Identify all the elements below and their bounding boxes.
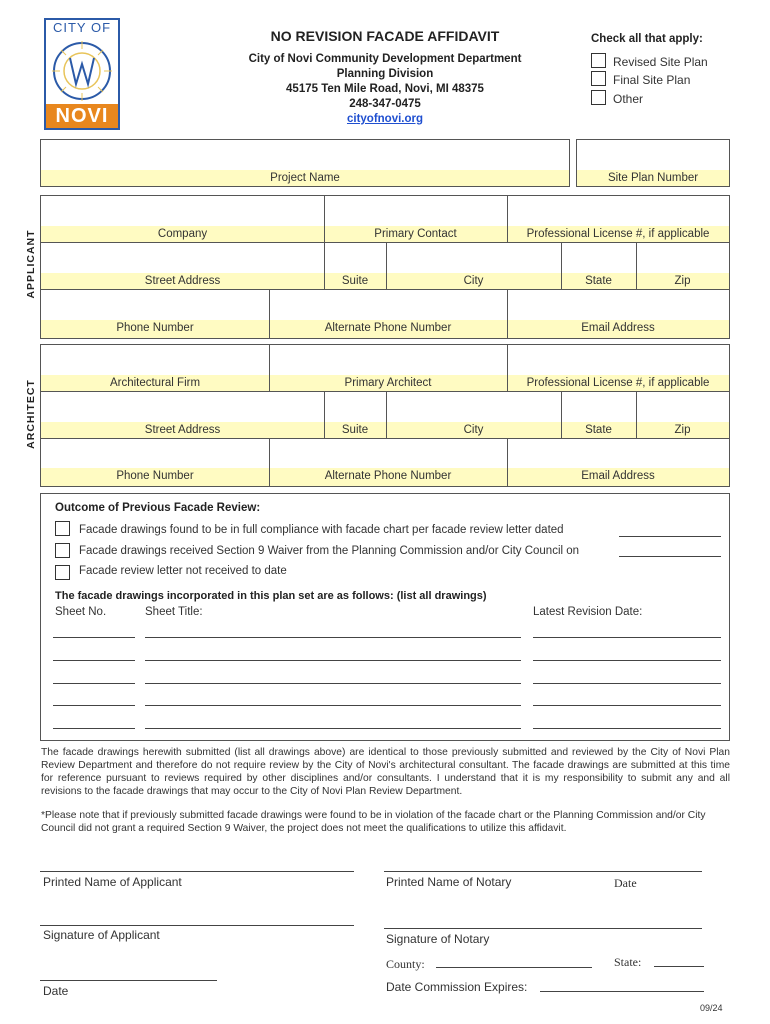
primary-contact-label: Primary Contact (374, 228, 457, 240)
revision-date-line[interactable] (533, 637, 721, 638)
architect-license-label: Professional License #, if applicable (526, 377, 710, 389)
other-checkbox[interactable] (591, 90, 606, 105)
revision-date-line[interactable] (533, 683, 721, 684)
city-logo (44, 18, 120, 130)
full-compliance-label: Facade drawings found to be in full compliance with facade chart per facade review letter dated (79, 524, 564, 536)
revised-site-plan-checkbox[interactable] (591, 53, 606, 68)
logo-seal-icon (46, 36, 118, 106)
sheet-no-line[interactable] (53, 705, 135, 706)
printed-notary-line[interactable] (384, 871, 702, 872)
sheet-title-header: Sheet Title: (145, 606, 203, 618)
sheet-no-header: Sheet No. (55, 606, 107, 618)
sheet-no-line[interactable] (53, 683, 135, 684)
other-label: Other (613, 92, 644, 106)
site-plan-number-field[interactable] (576, 139, 730, 187)
affidavit-statement: The facade drawings herewith submitted (list all drawings above) are identical to those previously submitted and reviewed by the City of Novi Plan Review Department and therefore do not require review by the City of Novi's architectural consultant. The facade drawings are submitted at this time for reference pursuant to reviews required by other disciplines and/or consultants. I understand that it is my responsibility to submit any and all revisions to the facade drawings that may occur to the City of Novi Plan Review Department. (41, 747, 730, 797)
sheet-title-line[interactable] (145, 705, 521, 706)
architect-suite-label: Suite (341, 424, 369, 436)
revision-date-line[interactable] (533, 728, 721, 729)
affidavit-note: *Please note that if previously submitted facade drawings were found to be in violation of the facade chart or the Planning Commission and/or City Council did not grant a required Section 9 Waiver, the project does not meet the qualifications to utilize this affidavit. (41, 810, 706, 834)
applicant-email-label: Email Address (581, 322, 655, 334)
sheet-no-line[interactable] (53, 637, 135, 638)
final-site-plan-checkbox[interactable] (591, 71, 606, 86)
architect-firm-label: Architectural Firm (109, 377, 201, 389)
outcome-title: Outcome of Previous Facade Review: (55, 502, 261, 514)
applicant-date-line[interactable] (40, 980, 217, 981)
waiver-date-line[interactable] (619, 556, 721, 557)
compliance-date-line[interactable] (619, 536, 721, 537)
applicant-date-label: Date (43, 984, 69, 998)
project-name-field[interactable] (40, 139, 570, 187)
division-line: Planning Division (336, 68, 434, 80)
company-label: Company (157, 228, 208, 240)
signature-notary-label: Signature of Notary (386, 932, 490, 946)
printed-notary-label: Printed Name of Notary (386, 875, 512, 889)
architect-section (40, 344, 730, 487)
section9-waiver-label: Facade drawings received Section 9 Waiver from the Planning Commission and/or City Council on (79, 545, 580, 557)
commission-expires-label: Date Commission Expires: (386, 980, 528, 994)
website-link[interactable]: cityofnovi.org (346, 113, 424, 125)
applicant-suite-label: Suite (341, 275, 369, 287)
commission-expires-line[interactable] (540, 991, 704, 992)
architect-phone-label: Phone Number (116, 470, 194, 482)
signature-applicant-label: Signature of Applicant (43, 928, 160, 942)
revision-date-line[interactable] (533, 660, 721, 661)
logo-top-text: CITY OF (52, 20, 112, 35)
county-label: County: (386, 957, 425, 971)
phone-line: 248-347-0475 (349, 98, 421, 110)
applicant-phone-label: Phone Number (116, 322, 194, 334)
architect-email-label: Email Address (581, 470, 655, 482)
applicant-alt-phone-label: Alternate Phone Number (324, 322, 452, 334)
notary-date-label: Date (614, 876, 637, 890)
applicant-street-label: Street Address (144, 275, 221, 287)
architect-zip-label: Zip (674, 424, 691, 436)
check-all-title: Check all that apply: (591, 33, 703, 45)
state-line[interactable] (654, 966, 704, 967)
applicant-section (40, 195, 730, 339)
applicant-state-label: State (585, 275, 612, 287)
no-letter-checkbox[interactable] (55, 565, 70, 580)
revision-date-header: Latest Revision Date: (533, 606, 643, 618)
applicant-city-label: City (463, 275, 484, 287)
applicant-tag: APPLICANT (25, 229, 37, 299)
dept-line: City of Novi Community Development Department (248, 53, 522, 65)
primary-architect-label: Primary Architect (344, 377, 432, 389)
printed-applicant-label: Printed Name of Applicant (43, 875, 182, 889)
revised-site-plan-label: Revised Site Plan (613, 55, 708, 69)
project-name-label: Project Name (270, 172, 340, 184)
signature-notary-line[interactable] (384, 928, 702, 929)
full-compliance-checkbox[interactable] (55, 521, 70, 536)
architect-street-label: Street Address (144, 424, 221, 436)
county-line[interactable] (436, 967, 592, 968)
drawings-title: The facade drawings incorporated in this plan set are as follows: (list all drawings) (55, 590, 487, 602)
sheet-no-line[interactable] (53, 660, 135, 661)
printed-applicant-line[interactable] (40, 871, 354, 872)
architect-tag: ARCHITECT (25, 379, 37, 449)
final-site-plan-label: Final Site Plan (613, 73, 691, 87)
no-letter-label: Facade review letter not received to date (79, 565, 287, 577)
outcome-section (40, 493, 730, 741)
sheet-no-line[interactable] (53, 728, 135, 729)
signature-applicant-line[interactable] (40, 925, 354, 926)
revision-date-line[interactable] (533, 705, 721, 706)
sheet-title-line[interactable] (145, 637, 521, 638)
logo-bottom-text: NOVI (46, 104, 118, 128)
section9-waiver-checkbox[interactable] (55, 543, 70, 558)
sheet-title-line[interactable] (145, 683, 521, 684)
architect-city-label: City (463, 424, 484, 436)
form-code: 09/24 (700, 1003, 723, 1013)
sheet-title-line[interactable] (145, 660, 521, 661)
site-plan-number-label: Site Plan Number (607, 172, 699, 184)
sheet-title-line[interactable] (145, 728, 521, 729)
address-line: 45175 Ten Mile Road, Novi, MI 48375 (286, 83, 484, 95)
state-label: State: (614, 955, 642, 969)
applicant-zip-label: Zip (674, 275, 691, 287)
architect-alt-phone-label: Alternate Phone Number (324, 470, 452, 482)
architect-state-label: State (585, 424, 612, 436)
applicant-license-label: Professional License #, if applicable (526, 228, 710, 240)
page-title: NO REVISION FACADE AFFIDAVIT (270, 28, 500, 44)
